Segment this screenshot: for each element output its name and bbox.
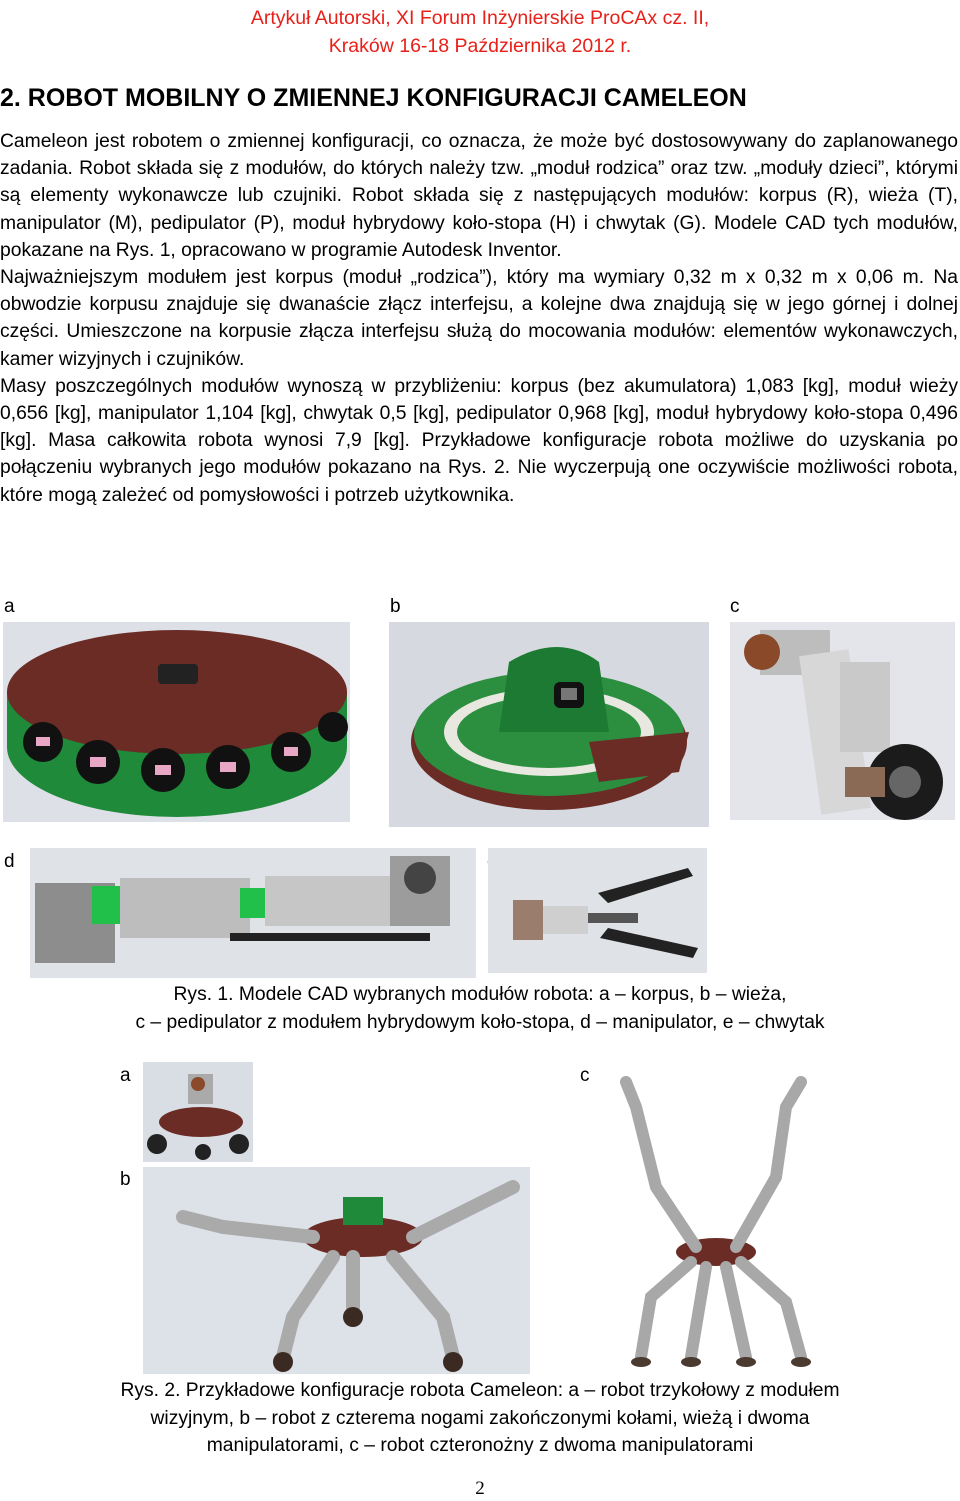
paragraph-2: Najważniejszym modułem jest korpus (moduł „rodzica”), który ma wymiary 0,32 m x 0,32 m x 0,06 m. Na obwodzie korpusu znajduje się dwanaście złącz interfejsu, a kolejne dwa znajdują się w jego górnej i dolnej części. Umieszczone na korpusie złącza interfejsu służą do mocowania modułów: elementów wykonawczych, kamer wizyjnych i czujników. bbox=[0, 267, 958, 370]
fig1-caption bbox=[0, 981, 960, 1036]
fig2-caption-line-3: manipulatorami, c – robot czteronożny z dwoma manipulatorami bbox=[206, 1435, 754, 1456]
paragraph-1: Cameleon jest robotem o zmiennej konfiguracji, co oznacza, że może być dostosowywany do zaplanowanego zadania. Robot składa się z modułów, do których należy tzw. „moduł rodzica” oraz tzw. „moduły dzieci”, którymi są elementy wykonawcze lub czujniki. Robot składa się z następujących modułów: korpus (R), wieża (T), manipulator (M), pedipulator (P), moduł hybrydowy koło-stopa (H) i chwytak (G). Modele CAD tych modułów, pokazane na Rys. 1, opracowano w programie Autodesk Inventor. bbox=[0, 131, 958, 261]
fig2-caption-line-1: Rys. 2. Przykładowe konfiguracje robota Cameleon: a – robot trzykołowy z modułem bbox=[120, 1380, 840, 1401]
fig1-label-d: d bbox=[4, 851, 15, 872]
fig1-image-pedipulator bbox=[730, 622, 955, 820]
paragraph-3: Masy poszczególnych modułów wynoszą w przybliżeniu: korpus (bez akumulatora) 1,083 [kg], moduł wieży 0,656 [kg], manipulator 1,104 [kg], chwytak 0,5 [kg], pedipulator 0,968 [kg], moduł hybrydowy koło-stopa 0,496 [kg]. Masa całkowita robota wynosi 7,9 [kg]. Przykładowe konfiguracje robota możliwe do uzyskania po połączeniu wybranych jego modułów pokazano na Rys. 2. Nie wyczerpują one oczywiście możliwości robota, które mogą zależeć od pomysłowości i potrzeb użytkownika. bbox=[0, 375, 958, 506]
running-header bbox=[0, 4, 960, 60]
fig1-image-korpus bbox=[3, 622, 350, 822]
fig2-image-trzykolowy bbox=[143, 1062, 253, 1162]
fig1-label-a: a bbox=[4, 596, 15, 617]
header-line-1: Artykuł Autorski, XI Forum Inżynierskie ProCAx cz. II, bbox=[250, 7, 710, 29]
fig2-caption-line-2: wizyjnym, b – robot z czterema nogami zakończonymi kołami, wieżą i dwoma bbox=[150, 1407, 810, 1429]
fig2-label-a: a bbox=[120, 1065, 131, 1086]
fig1-label-c: c bbox=[730, 596, 740, 617]
body-text bbox=[0, 128, 958, 509]
section-title: 2. ROBOT MOBILNY O ZMIENNEJ KONFIGURACJI CAMELEON bbox=[0, 84, 747, 112]
fig2-label-c: c bbox=[580, 1065, 590, 1086]
header-line-2: Kraków 16-18 Października 2012 r. bbox=[328, 35, 632, 57]
fig2-image-czteronogi-kola bbox=[143, 1167, 530, 1374]
fig2-label-b: b bbox=[120, 1169, 131, 1190]
fig1-caption-line-2: c – pedipulator z modułem hybrydowym koło-stopa, d – manipulator, e – chwytak bbox=[135, 1011, 825, 1033]
fig1-label-b: b bbox=[390, 596, 401, 617]
fig1-image-wieza bbox=[389, 622, 709, 827]
fig2-caption bbox=[0, 1377, 960, 1460]
page-number: 2 bbox=[475, 1478, 485, 1499]
fig2-image-czteronozny-manipulatory bbox=[596, 1067, 834, 1374]
fig1-image-chwytak bbox=[488, 848, 707, 973]
fig1-caption-line-1: Rys. 1. Modele CAD wybranych modułów robota: a – korpus, b – wieża, bbox=[173, 984, 787, 1005]
fig1-image-manipulator bbox=[30, 848, 476, 978]
